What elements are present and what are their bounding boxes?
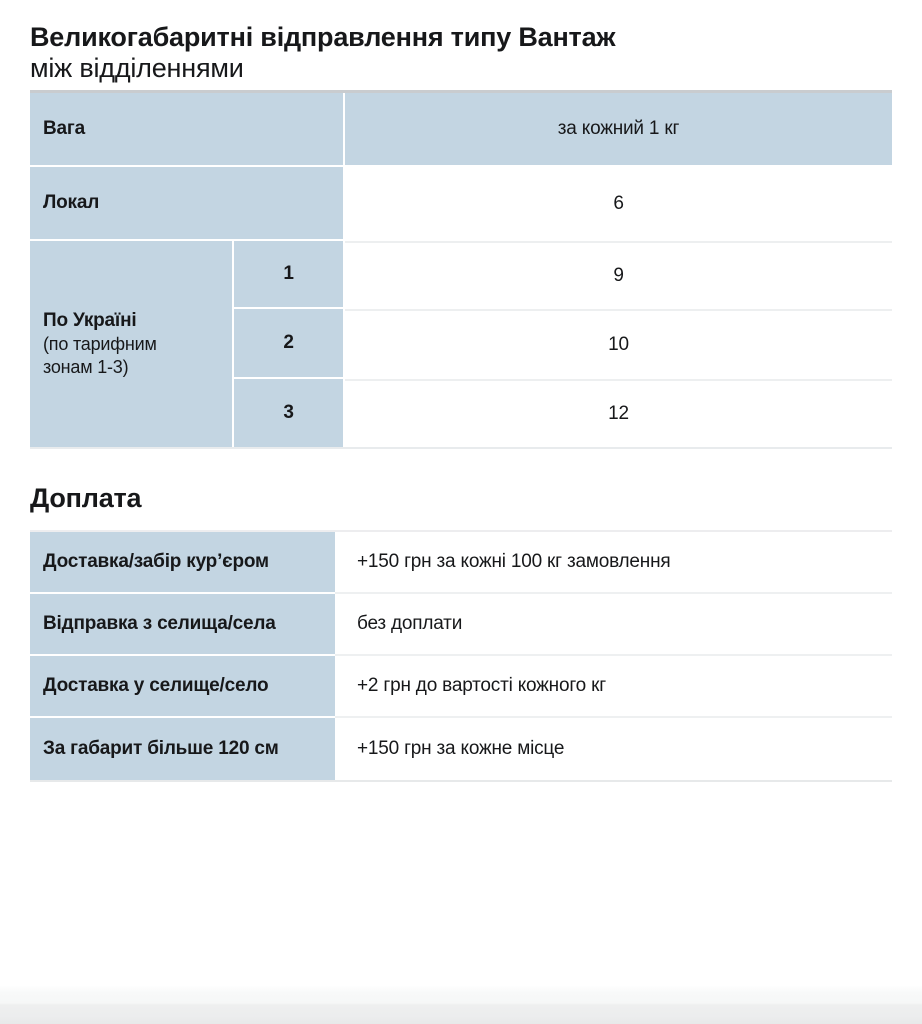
surcharge-table (30, 530, 892, 782)
surcharge-row-label: Доставка у селище/село (30, 656, 335, 718)
ukraine-group-cell (30, 241, 234, 447)
zone-3-value: 12 (345, 379, 892, 447)
zone-3-label: 3 (234, 379, 345, 447)
zone-1-value: 9 (345, 241, 892, 309)
surcharge-heading: Доплата (30, 483, 142, 513)
zone-1-label: 1 (234, 241, 345, 309)
surcharge-row-value: +2 грн до вартості кожного кг (335, 656, 892, 718)
surcharge-row-value: без доплати (335, 594, 892, 656)
weight-header-cell: Вага (30, 93, 345, 167)
weight-tariff-table (30, 90, 892, 449)
page-subtitle: між відділеннями (30, 53, 244, 83)
ukraine-group-label: По Україні (43, 310, 137, 331)
local-row-value: 6 (613, 193, 624, 214)
per-kg-header-cell: за кожний 1 кг (345, 93, 892, 167)
ukraine-group-sublabel: (по тарифним зонам 1-3) (43, 334, 157, 377)
local-row-label: Локал (30, 167, 345, 241)
surcharge-row-label: За габарит більше 120 см (30, 718, 335, 780)
bottom-page-fade (0, 986, 922, 1024)
surcharge-row-value: +150 грн за кожне місце (357, 738, 565, 759)
surcharge-row-label: Відправка з селища/села (30, 594, 335, 656)
page-title: Великогабаритні відправлення типу Вантаж (30, 22, 616, 52)
zone-2-value: 10 (345, 309, 892, 379)
surcharge-row-value: +150 грн за кожні 100 кг замовлення (335, 532, 892, 594)
surcharge-row-label: Доставка/забір кур’єром (30, 532, 335, 594)
zone-2-label: 2 (234, 309, 345, 379)
